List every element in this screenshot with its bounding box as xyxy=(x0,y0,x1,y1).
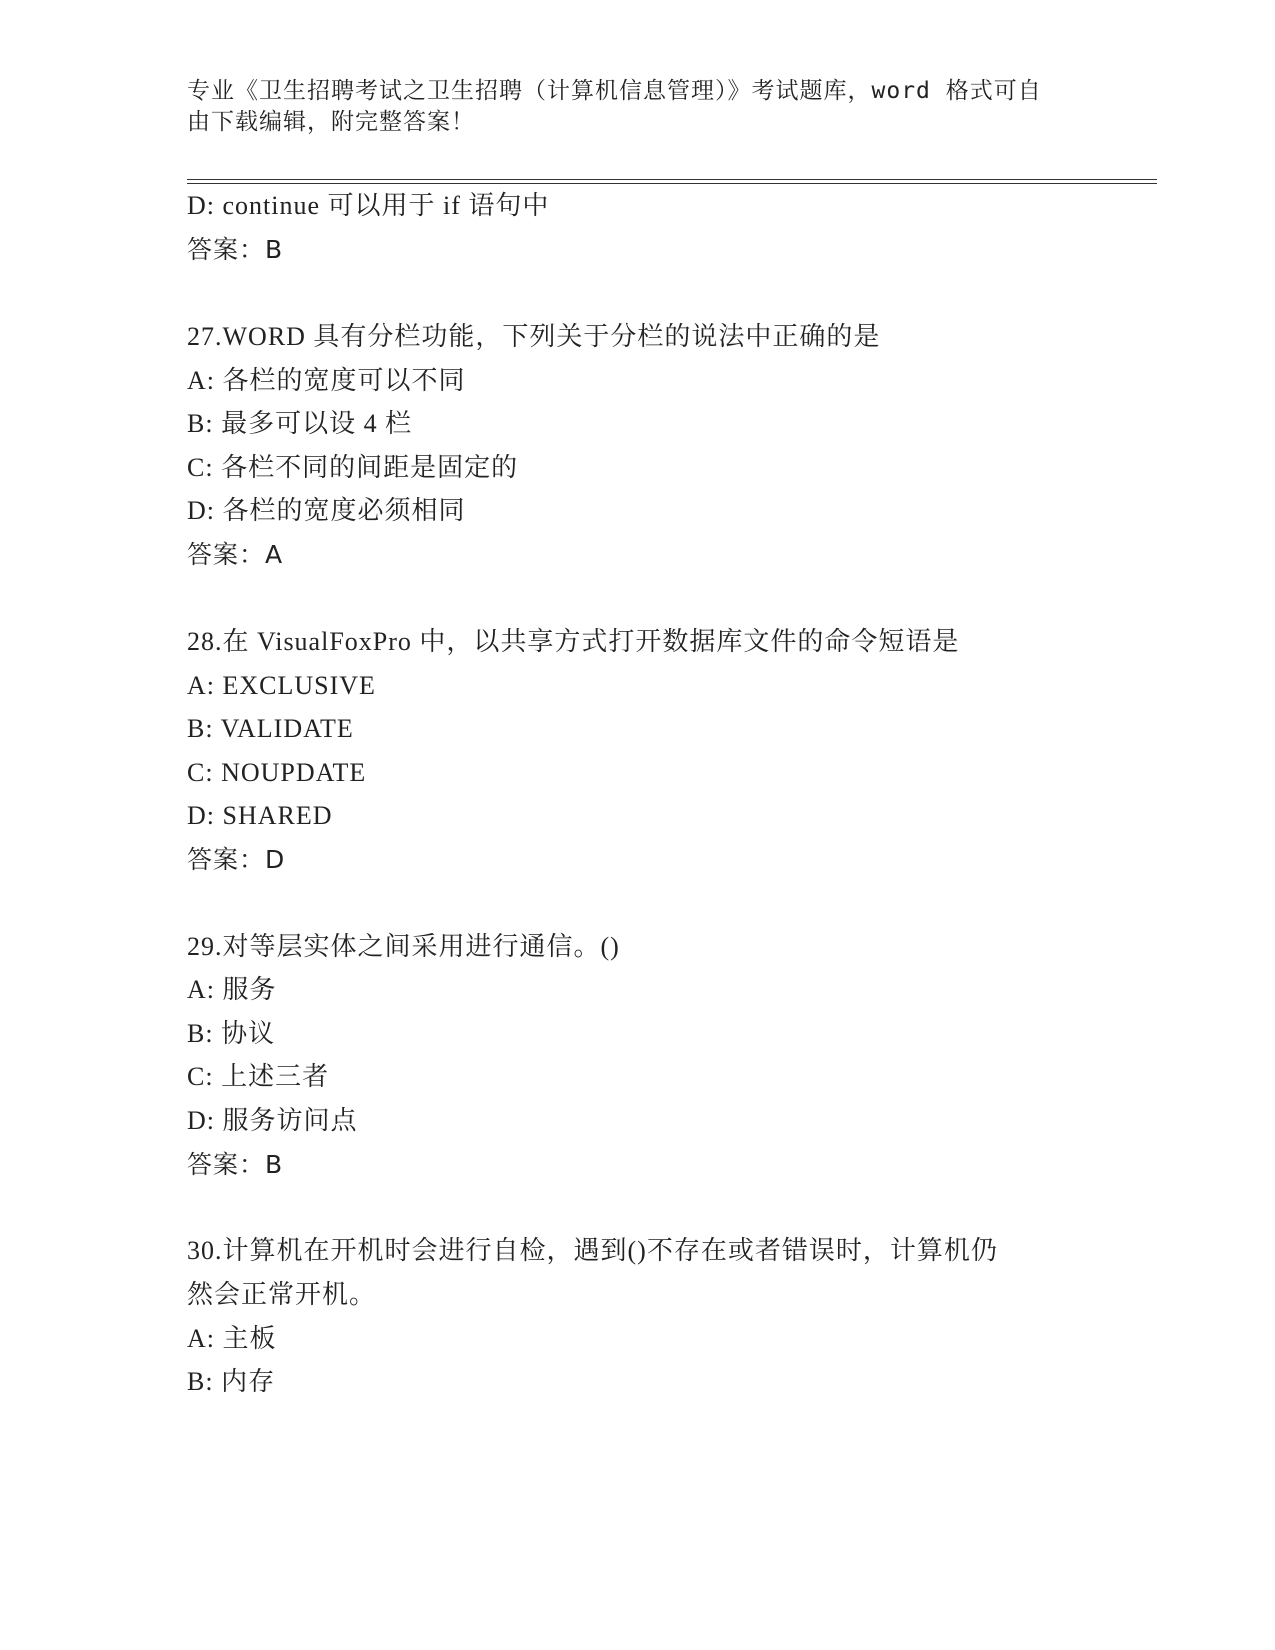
q30-stem-line-1: 30.计算机在开机时会进行自检，遇到()不存在或者错误时，计算机仍 xyxy=(187,1236,998,1265)
q30-option-a: A: 主板 xyxy=(187,1324,277,1353)
q29-answer: 答案：B xyxy=(187,1150,284,1179)
q28-option-a: A: EXCLUSIVE xyxy=(187,671,376,700)
q29-option-d: D: 服务访问点 xyxy=(187,1106,358,1135)
q29-stem: 29.对等层实体之间采用进行通信。() xyxy=(187,932,620,961)
q28-answer: 答案：D xyxy=(187,845,286,874)
q27-answer: 答案：A xyxy=(187,540,284,569)
q28-option-c: C: NOUPDATE xyxy=(187,758,367,787)
q26-option-d: D: continue 可以用于 if 语句中 xyxy=(187,191,550,220)
q28-option-b: B: VALIDATE xyxy=(187,714,354,743)
q29-option-a: A: 服务 xyxy=(187,975,277,1004)
q29-option-c: C: 上述三者 xyxy=(187,1062,330,1091)
q30-option-b: B: 内存 xyxy=(187,1367,276,1396)
header-line-2: 由下载编辑，附完整答案！ xyxy=(187,109,475,135)
q27-option-b: B: 最多可以设 4 栏 xyxy=(187,409,413,438)
header-line-1: 专业《卫生招聘考试之卫生招聘（计算机信息管理）》考试题库，word 格式可自 xyxy=(187,78,1042,104)
header-divider-bottom xyxy=(187,183,1157,184)
q27-option-d: D: 各栏的宽度必须相同 xyxy=(187,496,466,525)
q28-option-d: D: SHARED xyxy=(187,801,333,830)
q26-answer: 答案：B xyxy=(187,235,284,264)
header-divider-top xyxy=(187,179,1157,180)
q27-option-c: C: 各栏不同的间距是固定的 xyxy=(187,453,519,482)
q27-option-a: A: 各栏的宽度可以不同 xyxy=(187,366,466,395)
q28-stem: 28.在 VisualFoxPro 中，以共享方式打开数据库文件的命令短语是 xyxy=(187,627,960,656)
q27-stem: 27.WORD 具有分栏功能，下列关于分栏的说法中正确的是 xyxy=(187,322,881,351)
q29-option-b: B: 协议 xyxy=(187,1019,276,1048)
document-header xyxy=(187,76,1067,138)
q30-stem-line-2: 然会正常开机。 xyxy=(187,1280,377,1309)
